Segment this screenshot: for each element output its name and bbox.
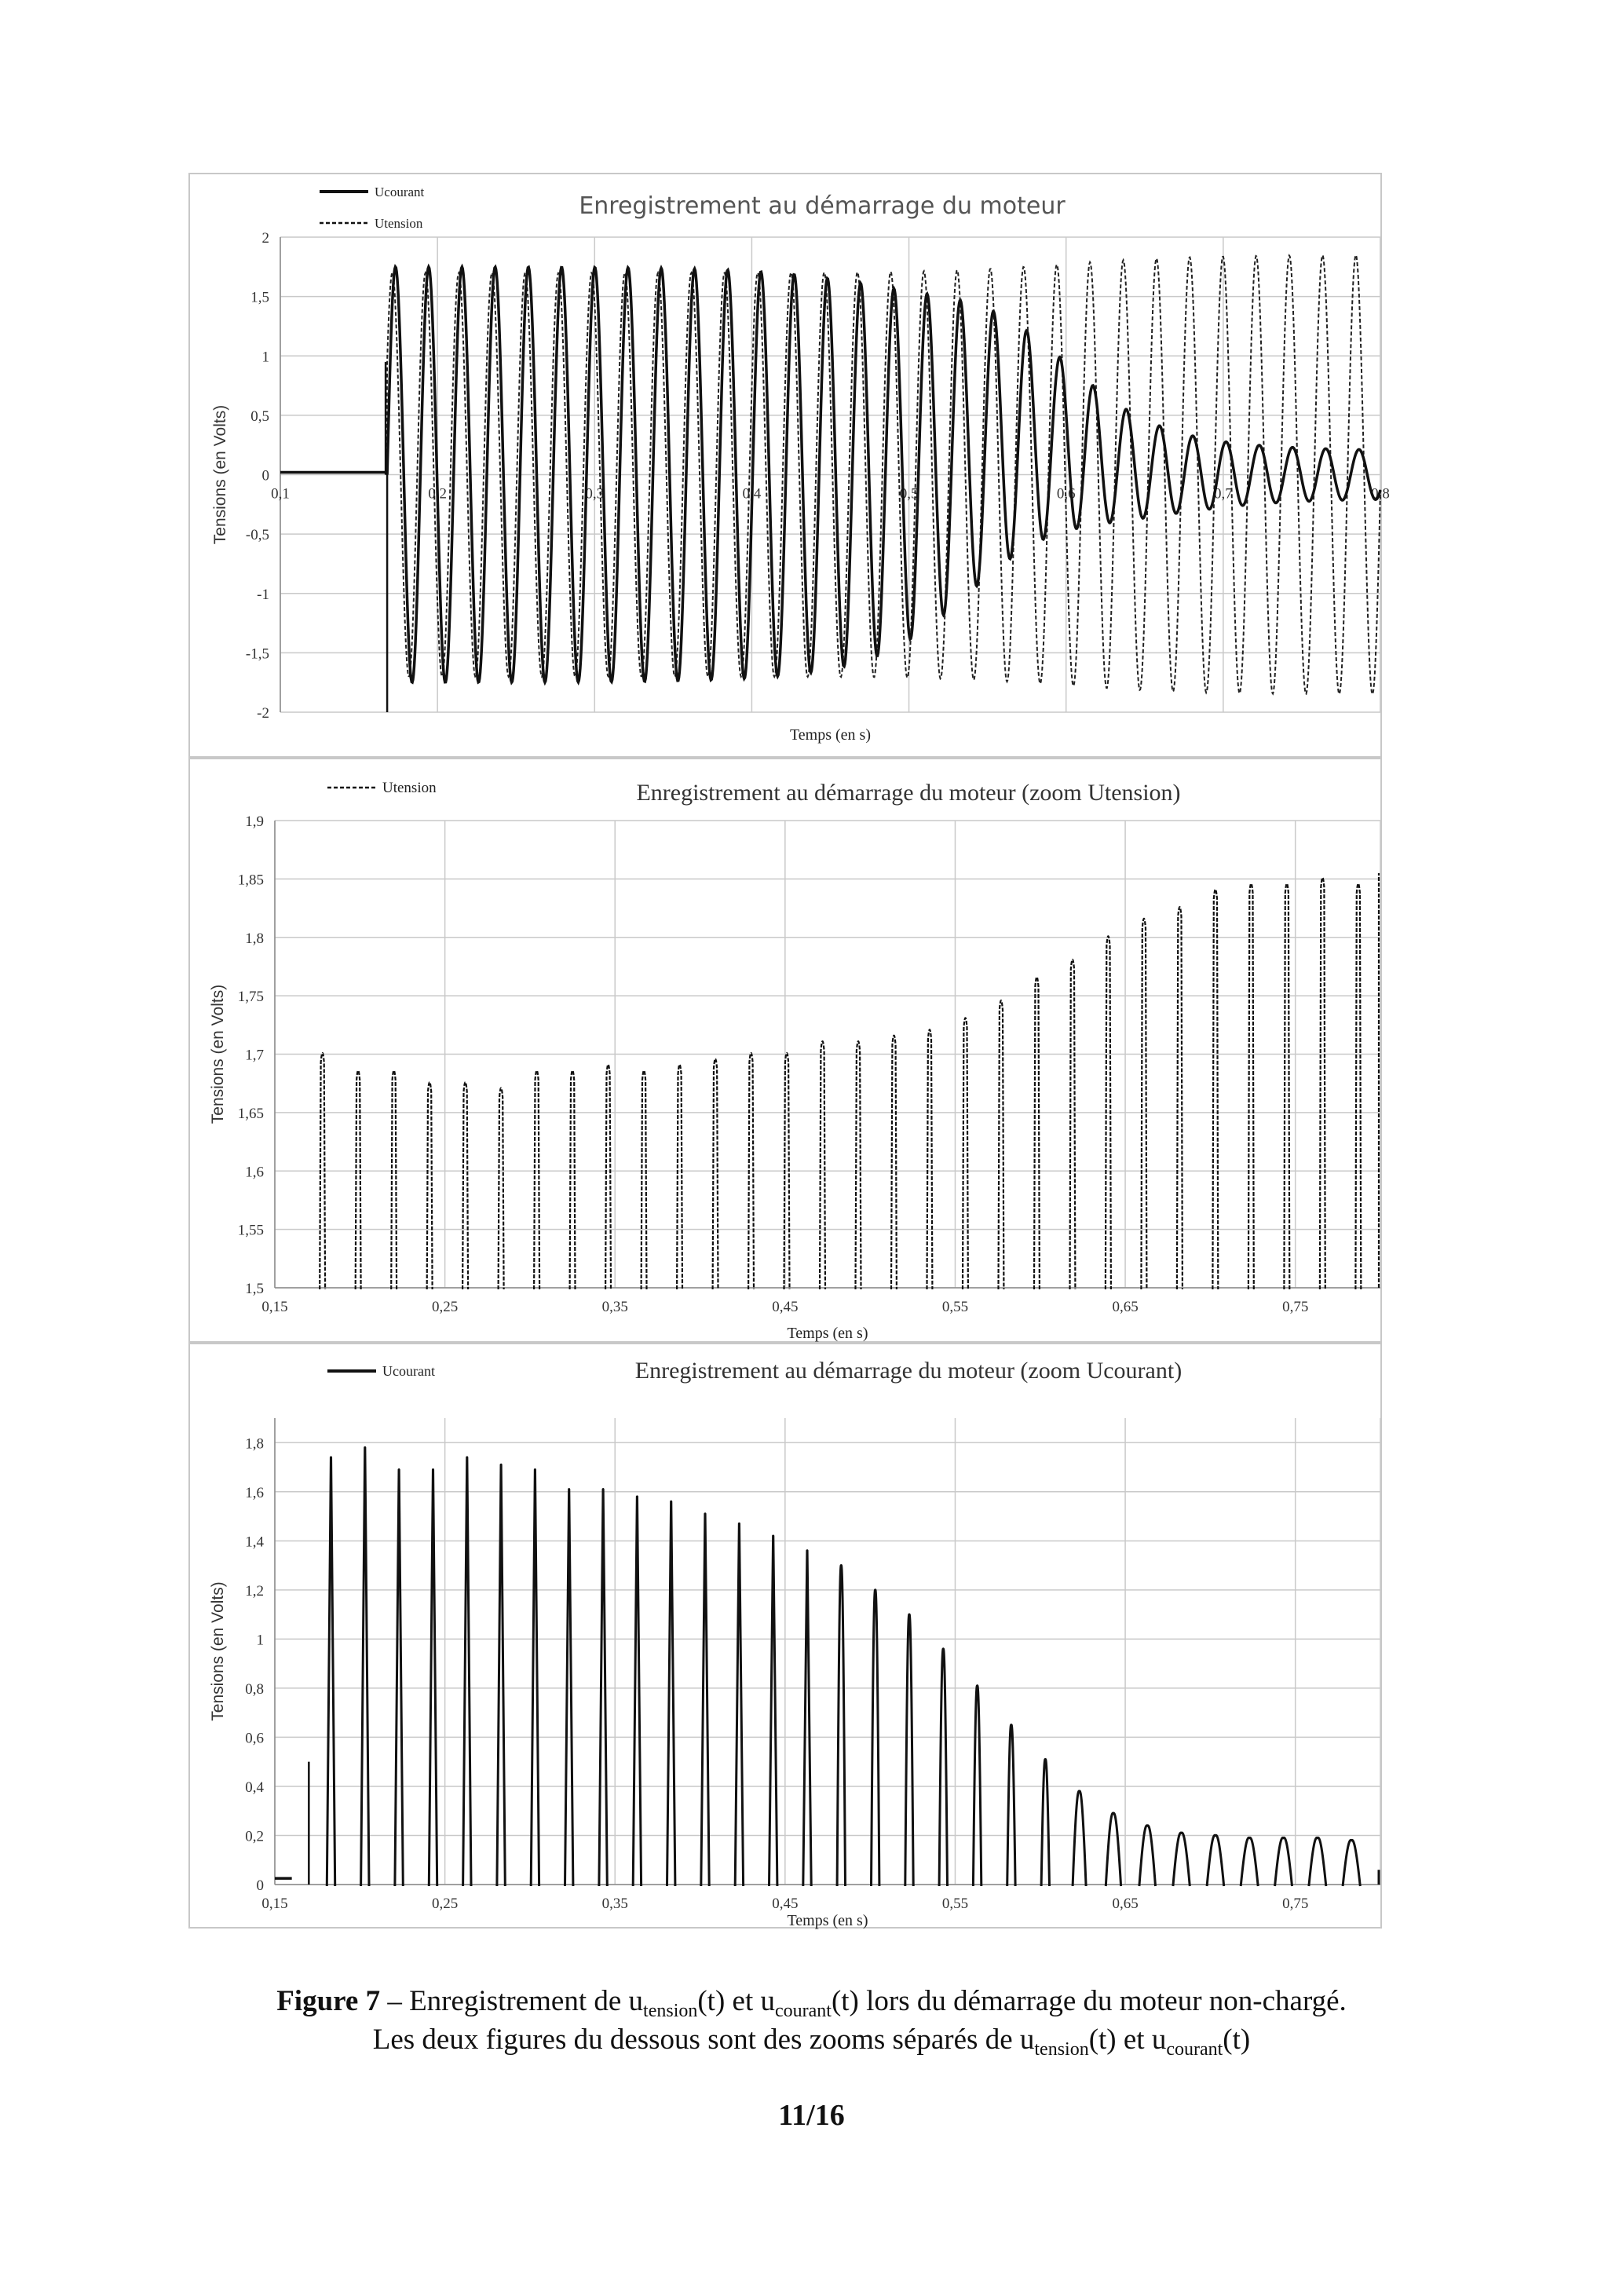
- y-tick-label: 0,4: [245, 1779, 264, 1796]
- x-tick-label: 0,1: [271, 485, 290, 503]
- x-tick-label: 0,7: [1213, 485, 1233, 503]
- utension-peak: [713, 1058, 718, 1289]
- y-tick-label: 1,75: [237, 989, 264, 1006]
- y-axis-label: Tensions (en Volts): [209, 984, 227, 1124]
- utension-peak: [820, 1041, 825, 1289]
- y-tick-label: 1,5: [245, 1281, 264, 1297]
- ucourant-peak: [735, 1523, 743, 1886]
- utension-peak: [1248, 883, 1254, 1289]
- utension-peak: [891, 1036, 897, 1289]
- caption-text: (t) et u: [1088, 2024, 1167, 2056]
- caption-text: (t) lors du démarrage du moteur non-chargé.: [831, 1985, 1347, 2017]
- x-tick-label: 0,45: [772, 1299, 799, 1315]
- y-tick-label: 1,6: [245, 1484, 264, 1501]
- ucourant-peak: [463, 1457, 471, 1886]
- x-tick-label: 0,8: [1371, 485, 1390, 503]
- ucourant-peak: [939, 1649, 947, 1886]
- utension-peak: [534, 1070, 539, 1289]
- utension-peak: [1284, 883, 1289, 1289]
- chart-panel-zoom-utension: [188, 758, 1382, 1343]
- ucourant-peak: [769, 1536, 777, 1886]
- ucourant-peak: [633, 1497, 641, 1886]
- chart-zoom-utension-svg: [190, 759, 1380, 1341]
- x-tick-label: 0,3: [585, 485, 605, 503]
- caption-text: (t): [1223, 2024, 1251, 2056]
- utension-peak: [356, 1070, 361, 1289]
- ucourant-peak: [531, 1470, 539, 1886]
- ucourant-peak: [1309, 1837, 1326, 1886]
- x-tick-label: 0,35: [601, 1896, 628, 1912]
- y-tick-label: 1,65: [237, 1105, 264, 1122]
- x-tick-label: 0,15: [261, 1896, 288, 1912]
- chart-panel-zoom-ucourant: [188, 1343, 1382, 1929]
- y-tick-label: 0: [256, 1877, 264, 1894]
- x-tick-label: 0,65: [1112, 1299, 1139, 1315]
- x-tick-label: 0,25: [431, 1896, 459, 1912]
- x-axis-label: Temps (en s): [787, 1325, 868, 1342]
- y-axis-label: Tensions (en Volts): [211, 404, 229, 545]
- caption-subscript: tension: [1034, 2039, 1089, 2060]
- y-tick-label: 1,6: [245, 1164, 264, 1181]
- ucourant-peak: [361, 1447, 369, 1886]
- chart-title: Enregistrement au démarrage du moteur: [579, 192, 1066, 220]
- y-tick-label: 0,5: [250, 408, 269, 425]
- utension-peak: [856, 1041, 861, 1289]
- ucourant-peak: [872, 1590, 879, 1886]
- page-number: 11/16: [778, 2099, 845, 2132]
- utension-peak: [1034, 977, 1040, 1289]
- y-axis-label: Tensions (en Volts): [209, 1581, 227, 1721]
- chart-start-svg: [190, 174, 1390, 756]
- x-tick-label: 0,35: [601, 1299, 628, 1315]
- ucourant-peak: [1007, 1725, 1015, 1886]
- y-tick-label: 1,5: [250, 289, 269, 306]
- x-tick-label: 0,2: [428, 485, 448, 503]
- y-tick-label: 0,2: [245, 1828, 264, 1845]
- x-tick-label: 0,4: [742, 485, 762, 503]
- y-tick-label: -1,5: [245, 645, 269, 663]
- ucourant-peak: [701, 1514, 709, 1886]
- ucourant-peak: [1207, 1835, 1224, 1886]
- utension-peak: [462, 1082, 468, 1289]
- x-tick-label: 0,15: [261, 1299, 288, 1315]
- y-tick-label: 1,85: [237, 872, 264, 889]
- x-tick-label: 0,75: [1282, 1299, 1309, 1315]
- y-tick-label: -2: [257, 705, 269, 722]
- caption-subscript: courant: [1166, 2039, 1223, 2060]
- y-tick-label: 0,8: [245, 1680, 264, 1698]
- chart-zoom-ucourant-svg: [190, 1344, 1380, 1927]
- ucourant-peak: [1275, 1837, 1292, 1886]
- x-tick-label: 0,45: [772, 1896, 799, 1912]
- y-tick-label: 1,2: [245, 1582, 264, 1600]
- utension-peak: [1320, 878, 1325, 1289]
- figure-caption-line2: [0, 2021, 1623, 2068]
- y-tick-label: 1: [256, 1632, 264, 1649]
- x-tick-label: 0,25: [431, 1299, 459, 1315]
- caption-text: – Enregistrement de u: [380, 1985, 644, 2017]
- utension-peak: [642, 1070, 647, 1289]
- ucourant-peak: [1139, 1826, 1156, 1886]
- ucourant-peak: [1241, 1837, 1258, 1886]
- caption-subscript: tension: [643, 2001, 698, 2021]
- ucourant-peak: [1073, 1791, 1086, 1886]
- utension-peak: [999, 1000, 1004, 1289]
- y-tick-label: 1,8: [245, 930, 264, 947]
- y-tick-label: 2: [261, 230, 269, 247]
- utension-peak: [1141, 919, 1146, 1289]
- ucourant-peak: [1173, 1833, 1190, 1886]
- ucourant-peak: [1343, 1840, 1360, 1886]
- y-tick-label: 1,55: [237, 1222, 264, 1239]
- legend-label-ucourant: Ucourant: [375, 185, 425, 199]
- caption-subscript: courant: [774, 2001, 832, 2021]
- ucourant-peak: [837, 1566, 845, 1886]
- x-tick-label: 0,75: [1282, 1896, 1309, 1912]
- chart-panel-start: [188, 173, 1390, 758]
- ucourant-peak: [1106, 1813, 1120, 1886]
- chart-title: Enregistrement au démarrage du moteur (zoom Utension): [636, 780, 1181, 806]
- utension-peak: [677, 1065, 682, 1289]
- figure-label: Figure 7: [276, 1985, 381, 2017]
- x-axis-label: Temps (en s): [789, 726, 872, 744]
- caption-text: Les deux figures du dessous sont des zooms séparés de u: [372, 2024, 1035, 2056]
- legend-label-utension: Utension: [382, 780, 437, 796]
- y-tick-label: -1: [257, 586, 269, 603]
- x-tick-label: 0,65: [1112, 1896, 1139, 1912]
- ucourant-peak: [667, 1501, 675, 1886]
- utension-peak: [1355, 883, 1361, 1289]
- utension-peak: [1070, 960, 1076, 1289]
- x-tick-label: 0,5: [899, 485, 919, 503]
- utension-peak: [605, 1065, 611, 1289]
- x-tick-label: 0,6: [1056, 485, 1076, 503]
- utension-peak: [499, 1088, 504, 1289]
- y-tick-label: -0,5: [245, 527, 269, 544]
- utension-peak: [963, 1018, 968, 1289]
- y-tick-label: 1,4: [245, 1534, 264, 1551]
- y-tick-label: 1,8: [245, 1435, 264, 1453]
- utension-peak: [1177, 907, 1183, 1289]
- legend-label-utension: Utension: [375, 216, 423, 231]
- x-tick-label: 0,55: [941, 1896, 969, 1912]
- ucourant-peak: [497, 1464, 505, 1886]
- ucourant-peak: [327, 1457, 334, 1886]
- y-tick-label: 1,7: [245, 1047, 264, 1064]
- utension-peak: [927, 1029, 933, 1289]
- chart-title: Enregistrement au démarrage du moteur (zoom Ucourant): [634, 1358, 1183, 1384]
- utension-peak: [427, 1082, 433, 1289]
- caption-text: (t) et u: [697, 1985, 775, 2017]
- y-tick-label: 1,9: [245, 813, 264, 830]
- ucourant-peak: [395, 1470, 403, 1886]
- x-axis-label: Temps (en s): [787, 1912, 868, 1929]
- y-tick-label: 0,6: [245, 1730, 264, 1747]
- utension-peak: [391, 1070, 397, 1289]
- utension-peak: [570, 1070, 576, 1289]
- x-tick-label: 0,55: [941, 1299, 969, 1315]
- y-tick-label: 0: [261, 467, 269, 484]
- y-tick-label: 1: [261, 349, 269, 366]
- ucourant-peak: [1041, 1759, 1049, 1886]
- ucourant-peak: [905, 1614, 913, 1886]
- ucourant-peak: [429, 1470, 437, 1886]
- legend-label-ucourant: Ucourant: [382, 1363, 435, 1379]
